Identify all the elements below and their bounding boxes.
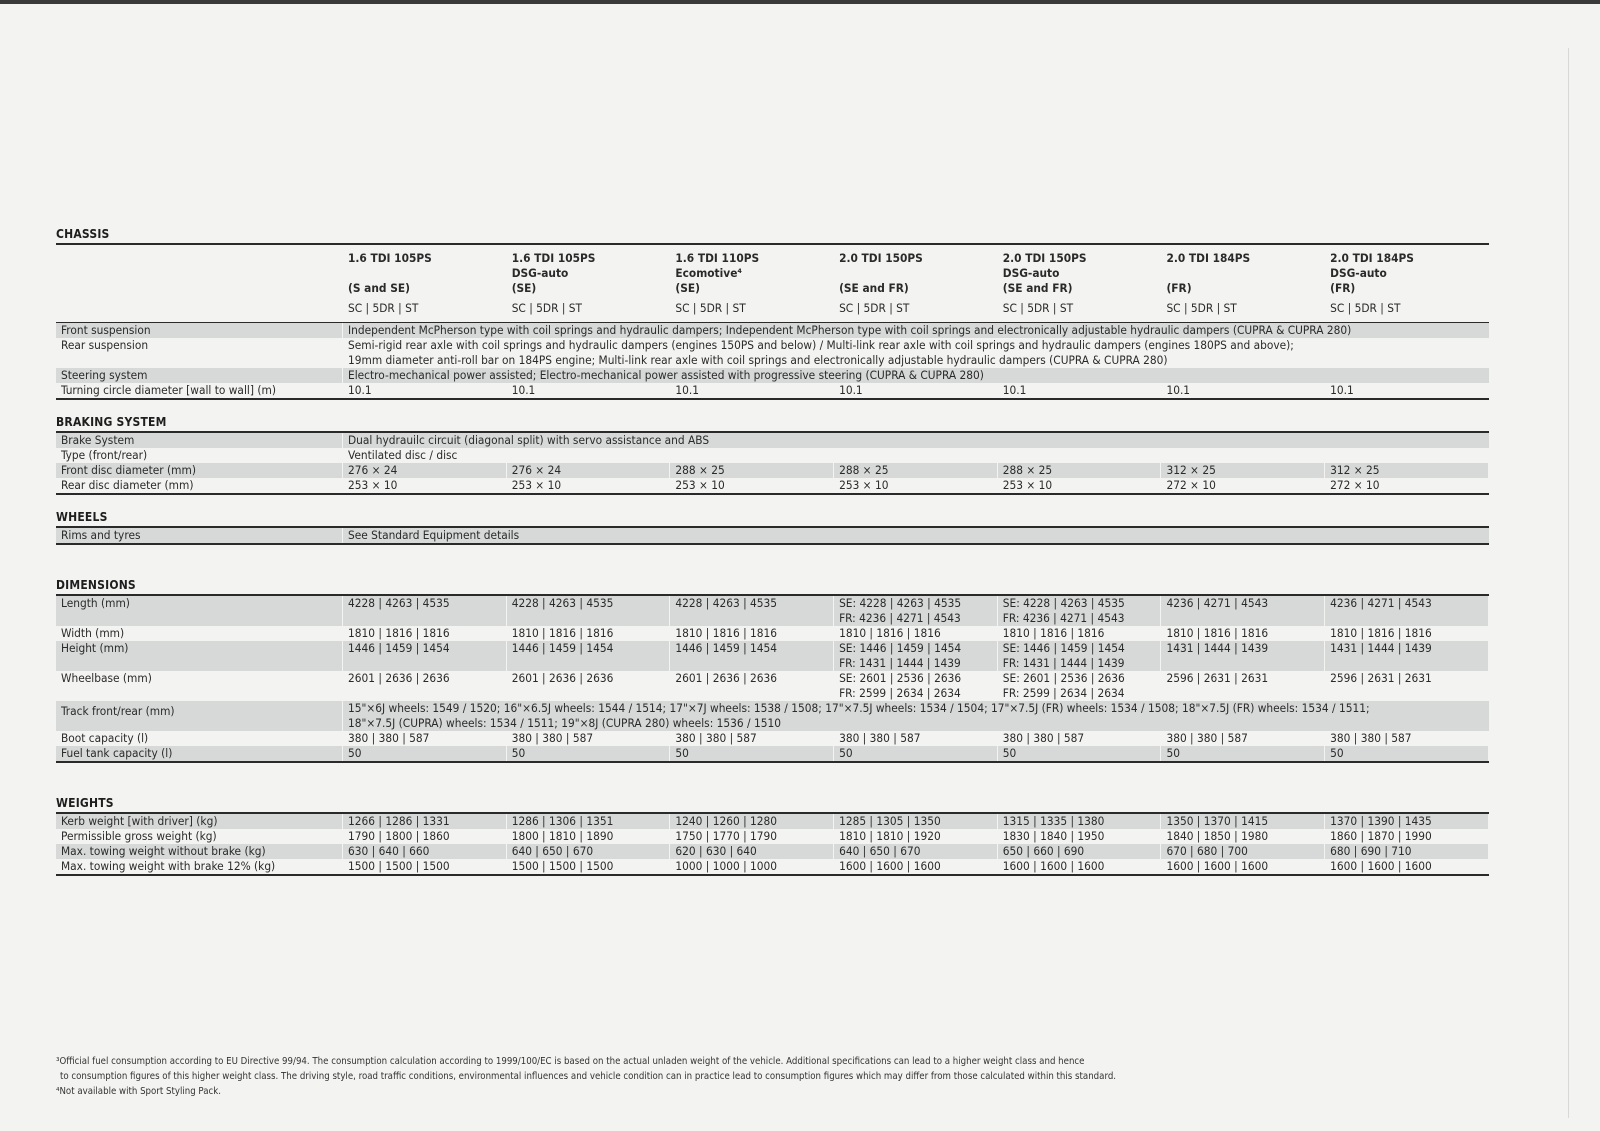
model-engine: 2.0 TDI 184PS bbox=[1330, 251, 1414, 265]
table-row bbox=[56, 323, 1489, 338]
table-row bbox=[56, 746, 1489, 761]
model-engine: 2.0 TDI 150PS bbox=[839, 251, 923, 265]
table-cell: 1830 | 1840 | 1950 bbox=[998, 829, 1162, 844]
model-trim: (SE) bbox=[511, 281, 537, 295]
spec-sheet bbox=[56, 226, 1489, 876]
table-cell bbox=[507, 671, 671, 701]
braking-section bbox=[56, 414, 1489, 495]
table-cell: 10.1 bbox=[998, 383, 1162, 398]
table-cell: 380 | 380 | 587 bbox=[507, 731, 671, 746]
cell-line: 1431 | 1444 | 1439 bbox=[1330, 641, 1432, 655]
cell-line bbox=[512, 686, 670, 701]
model-engine: 1.6 TDI 105PS bbox=[348, 251, 432, 265]
model-variants: SC | 5DR | ST bbox=[675, 301, 746, 315]
row-value-line: 19mm diameter anti-roll bar on 184PS engine; Multi-link rear axle with coil springs and electronically adjustable hydraulic dampers (CUPRA & CUPRA 280) bbox=[348, 353, 1168, 367]
table-cell: 288 × 25 bbox=[834, 463, 998, 478]
table-row bbox=[56, 433, 1489, 448]
row-label: Width (mm) bbox=[56, 626, 343, 641]
cell-line bbox=[1166, 656, 1324, 671]
table-row bbox=[56, 859, 1489, 874]
table-cell: 1860 | 1870 | 1990 bbox=[1325, 829, 1489, 844]
section-title: WEIGHTS bbox=[56, 796, 114, 810]
cell-line: FR: 4236 | 4271 | 4543 bbox=[839, 611, 961, 625]
row-label: Steering system bbox=[56, 368, 343, 383]
top-edge bbox=[0, 0, 1600, 4]
cell-line bbox=[1166, 611, 1324, 626]
model-header bbox=[834, 251, 998, 322]
model-variants: SC | 5DR | ST bbox=[1166, 301, 1237, 315]
weights-section bbox=[56, 795, 1489, 876]
table-cell: 1286 | 1306 | 1351 bbox=[507, 814, 671, 829]
model-header-row bbox=[56, 245, 1489, 322]
row-value-line: Semi-rigid rear axle with coil springs and hydraulic dampers (engines 150PS and below) / Multi-link rear axle with coil springs and hydraulic dampers (engines 180PS and above); bbox=[348, 338, 1294, 352]
footnotes bbox=[56, 1054, 1116, 1099]
table-cell bbox=[998, 596, 1162, 626]
model-trim: (S and SE) bbox=[348, 281, 410, 295]
table-cell: 276 × 24 bbox=[507, 463, 671, 478]
table-cell bbox=[670, 596, 834, 626]
cell-line: SE: 1446 | 1459 | 1454 bbox=[839, 641, 962, 655]
cell-line: FR: 1431 | 1444 | 1439 bbox=[839, 656, 961, 670]
divider bbox=[56, 761, 1489, 763]
table-cell bbox=[1161, 596, 1325, 626]
row-label: Height (mm) bbox=[56, 641, 343, 671]
table-cell: 253 × 10 bbox=[507, 478, 671, 493]
row-label: Rims and tyres bbox=[56, 528, 343, 543]
table-cell: 1810 | 1816 | 1816 bbox=[834, 626, 998, 641]
cell-line bbox=[512, 656, 670, 671]
table-cell: 253 × 10 bbox=[998, 478, 1162, 493]
table-cell: 1790 | 1800 | 1860 bbox=[343, 829, 507, 844]
table-cell: 50 bbox=[670, 746, 834, 761]
model-header bbox=[507, 251, 671, 322]
table-cell bbox=[1325, 671, 1489, 701]
model-trim: (SE) bbox=[675, 281, 700, 295]
table-cell: 50 bbox=[343, 746, 507, 761]
cell-line bbox=[348, 686, 506, 701]
cell-line bbox=[1330, 656, 1488, 671]
table-cell: 1600 | 1600 | 1600 bbox=[1325, 859, 1489, 874]
row-value: Dual hydrauilc circuit (diagonal split) with servo assistance and ABS bbox=[343, 433, 1489, 448]
row-label: Permissible gross weight (kg) bbox=[56, 829, 343, 844]
table-cell bbox=[343, 596, 507, 626]
table-row bbox=[56, 528, 1489, 543]
table-cell: 1840 | 1850 | 1980 bbox=[1161, 829, 1325, 844]
model-header bbox=[343, 251, 507, 322]
table-cell: 1810 | 1816 | 1816 bbox=[1161, 626, 1325, 641]
row-label: Wheelbase (mm) bbox=[56, 671, 343, 701]
table-cell bbox=[834, 596, 998, 626]
table-cell: 1240 | 1260 | 1280 bbox=[670, 814, 834, 829]
table-row bbox=[56, 731, 1489, 746]
cell-line: FR: 1431 | 1444 | 1439 bbox=[1002, 656, 1125, 670]
cell-line: 4236 | 4271 | 4543 bbox=[1166, 596, 1269, 610]
model-header bbox=[1325, 251, 1489, 322]
cell-line: 2596 | 2631 | 2631 bbox=[1166, 671, 1269, 685]
table-cell: 640 | 650 | 670 bbox=[834, 844, 998, 859]
table-cell: 1810 | 1816 | 1816 bbox=[507, 626, 671, 641]
section-title: CHASSIS bbox=[56, 227, 110, 241]
table-cell: 380 | 380 | 587 bbox=[1325, 731, 1489, 746]
model-header bbox=[998, 251, 1162, 322]
table-cell: 50 bbox=[834, 746, 998, 761]
table-row bbox=[56, 641, 1489, 671]
row-value-line: 18"×7.5J (CUPRA) wheels: 1534 / 1511; 19"×8J (CUPRA 280) wheels: 1536 / 1510 bbox=[348, 716, 781, 730]
table-cell: 380 | 380 | 587 bbox=[343, 731, 507, 746]
table-cell: 10.1 bbox=[1325, 383, 1489, 398]
row-label: Type (front/rear) bbox=[56, 448, 343, 463]
table-cell: 288 × 25 bbox=[670, 463, 834, 478]
model-trim: (SE and FR) bbox=[1002, 281, 1073, 295]
cell-line: SE: 4228 | 4263 | 4535 bbox=[1002, 596, 1125, 610]
model-gearbox: DSG-auto bbox=[511, 266, 569, 280]
cell-line: 1446 | 1459 | 1454 bbox=[348, 641, 450, 655]
model-trim: (FR) bbox=[1330, 281, 1356, 295]
model-gearbox: Ecomotive⁴ bbox=[675, 266, 743, 280]
table-cell bbox=[1161, 641, 1325, 671]
row-value: See Standard Equipment details bbox=[343, 528, 1489, 543]
cell-line: SE: 4228 | 4263 | 4535 bbox=[839, 596, 962, 610]
table-cell: 50 bbox=[1325, 746, 1489, 761]
table-cell: 253 × 10 bbox=[670, 478, 834, 493]
cell-line: SE: 1446 | 1459 | 1454 bbox=[1002, 641, 1125, 655]
cell-line bbox=[348, 656, 506, 671]
dimensions-section bbox=[56, 577, 1489, 763]
table-row bbox=[56, 844, 1489, 859]
table-row bbox=[56, 671, 1489, 701]
table-cell: 1315 | 1335 | 1380 bbox=[998, 814, 1162, 829]
row-value-line: 15"×6J wheels: 1549 / 1520; 16"×6.5J wheels: 1544 / 1514; 17"×7J wheels: 1538 / 1508; 17"×7.5J wheels: 1534 / 1504; 17"×7.5J (FR) wheels: 1534 / 1508; 18"×7.5J (FR) wheels: 1534 / 1511; bbox=[348, 701, 1370, 715]
row-label: Front disc diameter (mm) bbox=[56, 463, 343, 478]
table-cell: 640 | 650 | 670 bbox=[507, 844, 671, 859]
cell-line: 4228 | 4263 | 4535 bbox=[511, 596, 614, 610]
model-header bbox=[1161, 251, 1325, 322]
table-cell: 276 × 24 bbox=[343, 463, 507, 478]
table-cell: 272 × 10 bbox=[1161, 478, 1325, 493]
table-cell: 50 bbox=[998, 746, 1162, 761]
table-cell: 1600 | 1600 | 1600 bbox=[1161, 859, 1325, 874]
table-cell: 272 × 10 bbox=[1325, 478, 1489, 493]
table-row bbox=[56, 701, 1489, 731]
page-edge bbox=[1568, 48, 1569, 1118]
cell-line: 2601 | 2636 | 2636 bbox=[675, 671, 778, 685]
chassis-section bbox=[56, 226, 1489, 400]
row-value: Electro-mechanical power assisted; Electro-mechanical power assisted with progressive steering (CUPRA & CUPRA 280) bbox=[343, 368, 1489, 383]
table-cell: 630 | 640 | 660 bbox=[343, 844, 507, 859]
footnote: to consumption figures of this higher weight class. The driving style, road traffic conditions, environmental influences and vehicle condition can in practice lead to consumption figures which may differ from those calculated within this standard. bbox=[60, 1071, 1117, 1082]
table-cell: 380 | 380 | 587 bbox=[1161, 731, 1325, 746]
table-cell bbox=[998, 641, 1162, 671]
cell-line: FR: 2599 | 2634 | 2634 bbox=[1002, 686, 1125, 700]
table-cell bbox=[1325, 596, 1489, 626]
table-cell bbox=[670, 671, 834, 701]
row-label: Kerb weight [with driver] (kg) bbox=[56, 814, 343, 829]
table-cell bbox=[343, 641, 507, 671]
row-label: Max. towing weight without brake (kg) bbox=[56, 844, 343, 859]
table-cell: 380 | 380 | 587 bbox=[834, 731, 998, 746]
table-row bbox=[56, 626, 1489, 641]
table-cell: 1810 | 1816 | 1816 bbox=[343, 626, 507, 641]
footnote: ⁴Not available with Sport Styling Pack. bbox=[56, 1086, 221, 1097]
cell-line bbox=[1330, 686, 1488, 701]
table-cell: 1810 | 1816 | 1816 bbox=[670, 626, 834, 641]
table-cell: 1500 | 1500 | 1500 bbox=[343, 859, 507, 874]
table-cell: 670 | 680 | 700 bbox=[1161, 844, 1325, 859]
divider bbox=[56, 398, 1489, 400]
cell-line: 4228 | 4263 | 4535 bbox=[675, 596, 778, 610]
model-trim: (FR) bbox=[1166, 281, 1192, 295]
table-cell: 1350 | 1370 | 1415 bbox=[1161, 814, 1325, 829]
table-cell: 10.1 bbox=[507, 383, 671, 398]
table-cell: 10.1 bbox=[834, 383, 998, 398]
section-title: DIMENSIONS bbox=[56, 578, 136, 592]
footnote: ³Official fuel consumption according to EU Directive 99/94. The consumption calculation according to 1999/100/EC is based on the actual unladen weight of the vehicle. Additional specifications can lead to a higher weight class and hence bbox=[56, 1056, 1085, 1067]
table-cell bbox=[834, 641, 998, 671]
section-title: BRAKING SYSTEM bbox=[56, 415, 167, 429]
table-cell: 312 × 25 bbox=[1325, 463, 1489, 478]
table-row bbox=[56, 368, 1489, 383]
cell-line: FR: 2599 | 2634 | 2634 bbox=[839, 686, 961, 700]
row-label: Rear suspension bbox=[56, 338, 343, 368]
table-row bbox=[56, 814, 1489, 829]
table-cell bbox=[507, 596, 671, 626]
row-label: Track front/rear (mm) bbox=[56, 701, 343, 731]
table-cell bbox=[1161, 671, 1325, 701]
cell-line: 2596 | 2631 | 2631 bbox=[1330, 671, 1432, 685]
divider bbox=[56, 493, 1489, 495]
cell-line bbox=[1166, 686, 1324, 701]
table-cell: 1600 | 1600 | 1600 bbox=[998, 859, 1162, 874]
header-spacer bbox=[56, 251, 343, 322]
table-cell: 1810 | 1816 | 1816 bbox=[998, 626, 1162, 641]
cell-line bbox=[675, 656, 833, 671]
wheels-section bbox=[56, 509, 1489, 545]
table-cell: 380 | 380 | 587 bbox=[998, 731, 1162, 746]
cell-line bbox=[675, 611, 833, 626]
table-cell bbox=[670, 641, 834, 671]
table-row bbox=[56, 829, 1489, 844]
table-cell: 253 × 10 bbox=[343, 478, 507, 493]
table-cell: 312 × 25 bbox=[1161, 463, 1325, 478]
table-cell: 380 | 380 | 587 bbox=[670, 731, 834, 746]
table-cell bbox=[507, 641, 671, 671]
cell-line: 4228 | 4263 | 4535 bbox=[348, 596, 450, 610]
table-cell: 1750 | 1770 | 1790 bbox=[670, 829, 834, 844]
table-cell: 1810 | 1816 | 1816 bbox=[1325, 626, 1489, 641]
row-label: Fuel tank capacity (l) bbox=[56, 746, 343, 761]
divider bbox=[56, 543, 1489, 545]
model-engine: 2.0 TDI 184PS bbox=[1166, 251, 1251, 265]
table-cell: 1370 | 1390 | 1435 bbox=[1325, 814, 1489, 829]
row-value: Ventilated disc / disc bbox=[348, 448, 458, 462]
model-engine: 1.6 TDI 110PS bbox=[675, 251, 760, 265]
table-cell: 650 | 660 | 690 bbox=[998, 844, 1162, 859]
cell-line: 4236 | 4271 | 4543 bbox=[1330, 596, 1432, 610]
cell-line bbox=[675, 686, 833, 701]
cell-line: SE: 2601 | 2536 | 2636 bbox=[1002, 671, 1125, 685]
table-cell: 253 × 10 bbox=[834, 478, 998, 493]
table-cell: 1500 | 1500 | 1500 bbox=[507, 859, 671, 874]
table-cell: 620 | 630 | 640 bbox=[670, 844, 834, 859]
table-cell: 10.1 bbox=[1161, 383, 1325, 398]
model-variants: SC | 5DR | ST bbox=[348, 301, 419, 315]
cell-line: 2601 | 2636 | 2636 bbox=[511, 671, 614, 685]
table-cell: 1285 | 1305 | 1350 bbox=[834, 814, 998, 829]
table-row bbox=[56, 463, 1489, 478]
model-variants: SC | 5DR | ST bbox=[1330, 301, 1401, 315]
model-gearbox: DSG-auto bbox=[1330, 266, 1387, 280]
cell-line bbox=[1330, 611, 1488, 626]
table-cell: 288 × 25 bbox=[998, 463, 1162, 478]
table-row bbox=[56, 448, 1489, 463]
cell-line: FR: 4236 | 4271 | 4543 bbox=[1002, 611, 1125, 625]
table-row bbox=[56, 596, 1489, 626]
table-row bbox=[56, 478, 1489, 493]
model-engine: 1.6 TDI 105PS bbox=[511, 251, 596, 265]
row-label: Max. towing weight with brake 12% (kg) bbox=[56, 859, 343, 874]
table-cell bbox=[343, 671, 507, 701]
table-row bbox=[56, 383, 1489, 398]
row-value: Independent McPherson type with coil springs and hydraulic dampers; Independent McPherson type with coil springs and electronically adjustable hydraulic dampers (CUPRA & CUPRA 280) bbox=[343, 323, 1489, 338]
model-variants: SC | 5DR | ST bbox=[1002, 301, 1074, 315]
cell-line: 1431 | 1444 | 1439 bbox=[1166, 641, 1269, 655]
table-cell: 50 bbox=[1161, 746, 1325, 761]
row-label: Length (mm) bbox=[56, 596, 343, 626]
cell-line: SE: 2601 | 2536 | 2636 bbox=[839, 671, 962, 685]
table-cell: 680 | 690 | 710 bbox=[1325, 844, 1489, 859]
cell-line bbox=[348, 611, 506, 626]
model-variants: SC | 5DR | ST bbox=[839, 301, 910, 315]
table-cell: 10.1 bbox=[343, 383, 507, 398]
model-engine: 2.0 TDI 150PS bbox=[1002, 251, 1087, 265]
section-title: WHEELS bbox=[56, 510, 108, 524]
row-label: Front suspension bbox=[56, 323, 343, 338]
cell-line: 1446 | 1459 | 1454 bbox=[511, 641, 614, 655]
row-value bbox=[343, 701, 1489, 731]
model-trim: (SE and FR) bbox=[839, 281, 909, 295]
table-cell bbox=[1325, 641, 1489, 671]
cell-line: 2601 | 2636 | 2636 bbox=[348, 671, 450, 685]
table-cell: 10.1 bbox=[670, 383, 834, 398]
model-gearbox: DSG-auto bbox=[1002, 266, 1060, 280]
table-cell: 50 bbox=[507, 746, 671, 761]
model-variants: SC | 5DR | ST bbox=[511, 301, 582, 315]
table-row bbox=[56, 338, 1489, 368]
cell-line: 1446 | 1459 | 1454 bbox=[675, 641, 778, 655]
divider bbox=[56, 874, 1489, 876]
table-cell bbox=[998, 671, 1162, 701]
row-label: Turning circle diameter [wall to wall] (m) bbox=[56, 383, 343, 398]
cell-line bbox=[512, 611, 670, 626]
table-cell: 1266 | 1286 | 1331 bbox=[343, 814, 507, 829]
row-value bbox=[343, 338, 1489, 368]
table-cell: 1600 | 1600 | 1600 bbox=[834, 859, 998, 874]
model-header bbox=[670, 251, 834, 322]
row-label: Rear disc diameter (mm) bbox=[56, 478, 343, 493]
table-cell bbox=[834, 671, 998, 701]
row-label: Boot capacity (l) bbox=[56, 731, 343, 746]
table-cell: 1810 | 1810 | 1920 bbox=[834, 829, 998, 844]
table-cell: 1800 | 1810 | 1890 bbox=[507, 829, 671, 844]
table-cell: 1000 | 1000 | 1000 bbox=[670, 859, 834, 874]
row-label: Brake System bbox=[56, 433, 343, 448]
